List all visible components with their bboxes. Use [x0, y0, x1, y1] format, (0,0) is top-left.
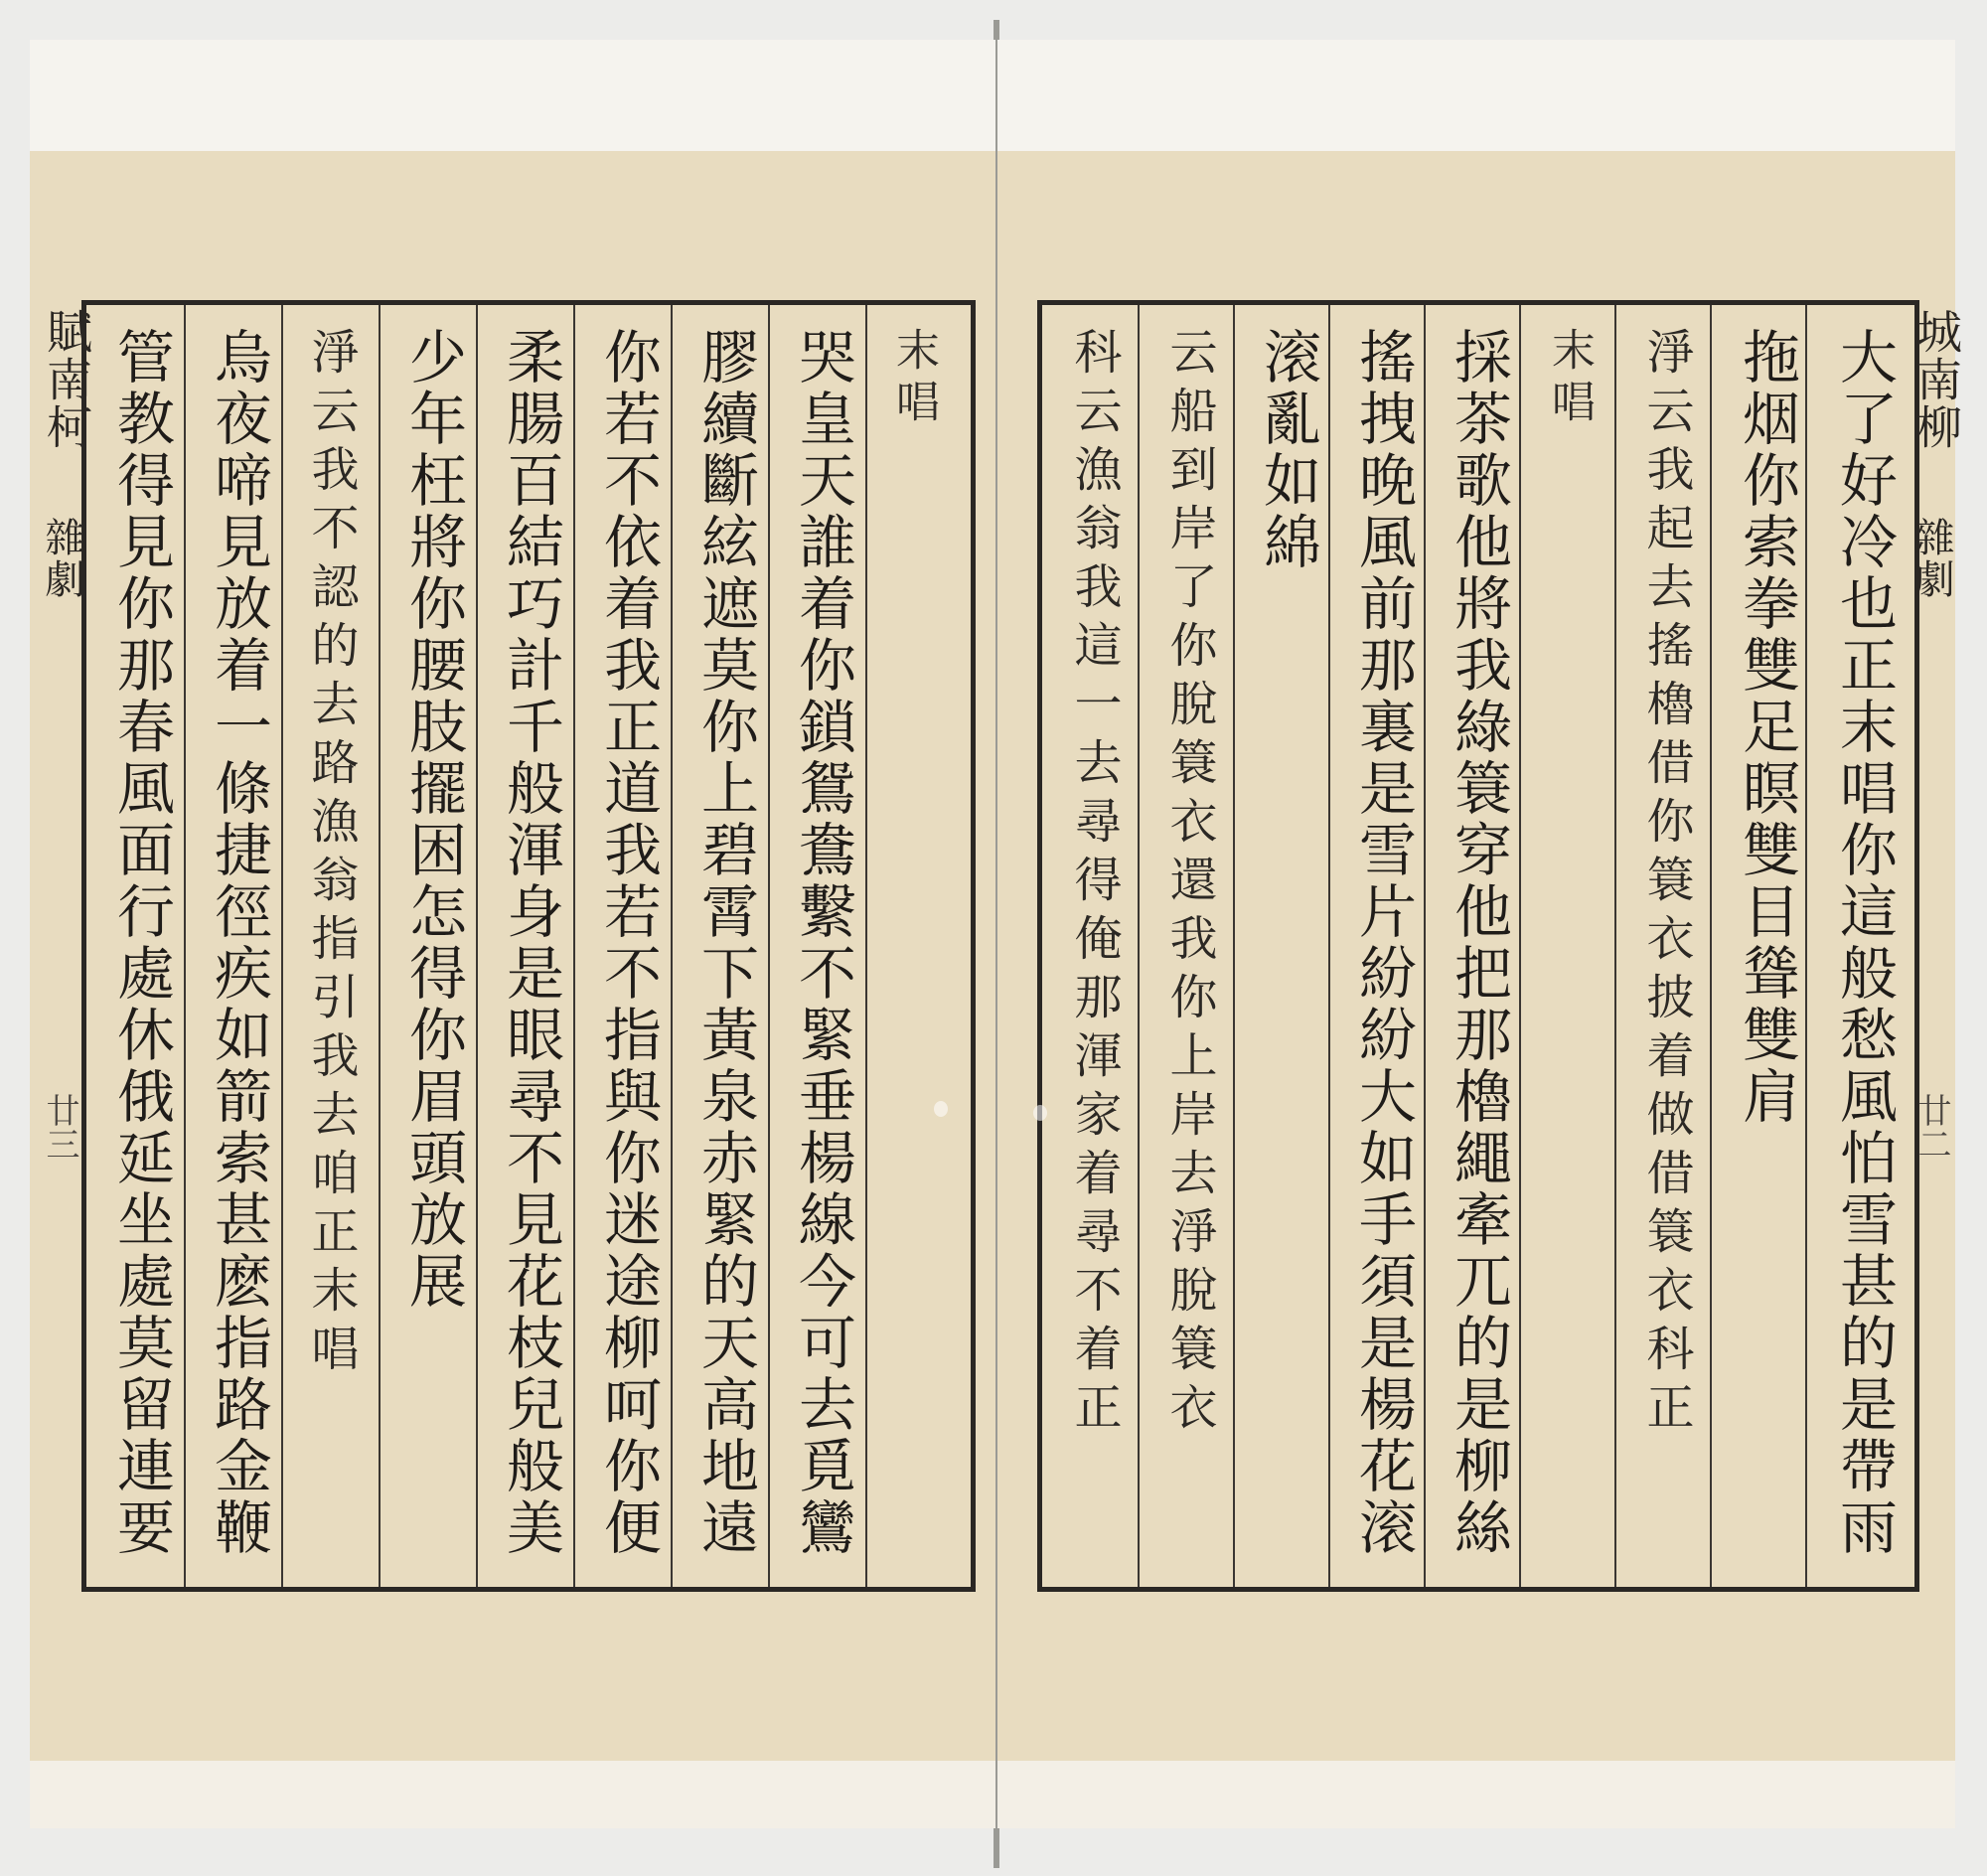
right-text-frame — [1037, 300, 1919, 1592]
paper-hole — [934, 1101, 948, 1117]
paper-hole — [1033, 1105, 1047, 1121]
left-folio: 廿三 — [40, 1093, 79, 1161]
right-margin-title: 城南柳 — [1910, 308, 1963, 451]
text-column: 云船到岸了你脫簑衣還我你上岸去淨脫簑衣 — [1161, 327, 1217, 1441]
right-page — [997, 40, 1963, 1828]
text-column: 滚亂如綿 — [1254, 327, 1321, 573]
left-page — [30, 40, 995, 1828]
text-column: 管教得見你那春風面行處休俄延坐處莫留連要 — [107, 327, 175, 1559]
text-column: 少年枉將你腰肢擺困怎得你眉頭放展 — [399, 327, 467, 1313]
right-page-bottom-margin — [997, 1761, 1955, 1828]
text-column: 搖拽晚風前那裏是雪片紛紛大如手須是楊花滚 — [1349, 327, 1417, 1559]
right-margin-sub: 雜劇 — [1909, 517, 1954, 600]
left-page-top-margin — [30, 40, 995, 151]
left-page-bottom-margin — [30, 1761, 995, 1828]
text-column: 淨云我起去搖櫓借你簑衣披着做借簑衣科正 — [1638, 327, 1694, 1441]
right-page-top-margin — [997, 40, 1955, 151]
text-column: 採茶歌他將我綠簑穿他把那櫓繩牽兀的是柳絲 — [1445, 327, 1512, 1559]
text-column: 科云漁翁我這一去尋得俺那渾家着尋不着正 — [1066, 327, 1122, 1441]
text-column: 大了好冷也正末唱你這般愁風怕雪甚的是帶雨 — [1830, 327, 1898, 1559]
left-margin-title: 賦南柯 — [40, 308, 93, 451]
left-margin-sub: 雜劇 — [39, 517, 84, 600]
text-column: 你若不依着我正道我若不指與你迷途柳呵你便 — [594, 327, 662, 1559]
text-column: 拖烟你索拳雙足瞑雙目聳雙肩 — [1733, 327, 1800, 1128]
text-column: 烏夜啼見放着一條捷徑疾如箭索甚麽指路金鞭 — [205, 327, 272, 1559]
left-text-frame — [81, 300, 976, 1592]
right-folio: 廿二 — [1911, 1093, 1951, 1161]
text-column: 膠續斷絃遮莫你上碧霄下黃泉赤緊的天高地遠 — [691, 327, 759, 1559]
text-column: 末唱 — [1544, 327, 1595, 430]
text-column: 哭皇天誰着你鎖鴛鴦繫不緊垂楊線今可去覓鸞 — [789, 327, 856, 1559]
text-column: 末唱 — [888, 327, 939, 430]
text-column: 柔腸百結巧計千般渾身是眼尋不見花枝兒般美 — [497, 327, 564, 1559]
text-column: 淨云我不認的去路漁翁指引我去咱正末唱 — [303, 327, 359, 1382]
